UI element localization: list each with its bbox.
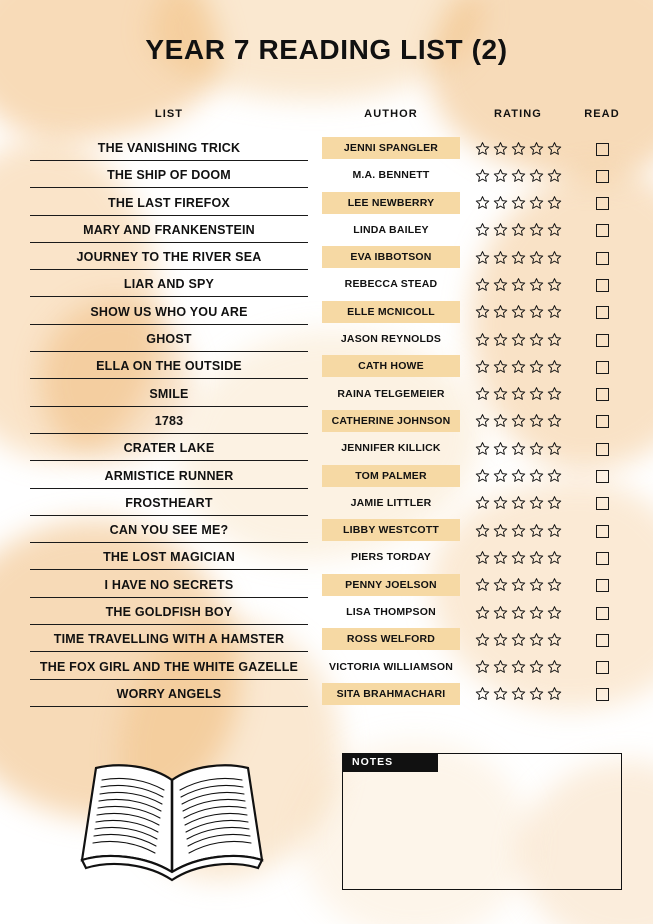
rating-stars[interactable] xyxy=(464,438,572,458)
star-icon[interactable] xyxy=(529,359,544,374)
book-title: CRATER LAKE xyxy=(30,436,308,461)
star-icon[interactable] xyxy=(475,632,490,647)
column-header-list: LIST xyxy=(154,108,184,120)
read-checkbox[interactable] xyxy=(596,415,609,428)
book-author: SITA BRAHMACHARI xyxy=(322,683,460,705)
book-title: ELLA ON THE OUTSIDE xyxy=(30,354,308,379)
star-icon[interactable] xyxy=(511,577,526,592)
star-icon[interactable] xyxy=(511,359,526,374)
table-row xyxy=(0,163,653,190)
read-checkbox[interactable] xyxy=(596,361,609,374)
star-icon[interactable] xyxy=(493,332,508,347)
star-icon[interactable] xyxy=(493,468,508,483)
book-author: RAINA TELGEMEIER xyxy=(337,387,445,400)
star-icon[interactable] xyxy=(475,277,490,292)
rating-stars[interactable] xyxy=(464,493,572,513)
read-checkbox[interactable] xyxy=(596,579,609,592)
rating-stars[interactable] xyxy=(464,220,572,240)
table-row xyxy=(0,327,653,354)
notes-area[interactable] xyxy=(342,753,622,890)
read-checkbox[interactable] xyxy=(596,279,609,292)
read-checkbox[interactable] xyxy=(596,143,609,156)
star-icon[interactable] xyxy=(529,686,544,701)
read-checkbox[interactable] xyxy=(596,197,609,210)
read-checkbox-cell[interactable] xyxy=(572,576,632,596)
book-title: WORRY ANGELS xyxy=(30,682,308,707)
star-icon[interactable] xyxy=(511,550,526,565)
table-row xyxy=(0,218,653,245)
star-icon[interactable] xyxy=(529,468,544,483)
star-icon[interactable] xyxy=(475,141,490,156)
book-title: THE GOLDFISH BOY xyxy=(30,600,308,625)
star-icon[interactable] xyxy=(475,359,490,374)
table-row xyxy=(0,464,653,491)
table-row xyxy=(0,491,653,518)
read-checkbox[interactable] xyxy=(596,688,609,701)
table-row xyxy=(0,545,653,572)
read-checkbox[interactable] xyxy=(596,252,609,265)
column-header-rating: RATING xyxy=(494,108,542,120)
read-checkbox-cell[interactable] xyxy=(572,303,632,323)
read-checkbox-cell[interactable] xyxy=(572,139,632,159)
book-author: PENNY JOELSON xyxy=(322,574,460,596)
book-author: LINDA BAILEY xyxy=(353,223,429,236)
read-checkbox[interactable] xyxy=(596,334,609,347)
read-checkbox[interactable] xyxy=(596,661,609,674)
rating-stars[interactable] xyxy=(464,138,572,158)
book-title: JOURNEY TO THE RIVER SEA xyxy=(30,245,308,270)
read-checkbox[interactable] xyxy=(596,607,609,620)
read-checkbox-cell[interactable] xyxy=(572,275,632,295)
book-author: EVA IBBOTSON xyxy=(322,246,460,268)
star-icon[interactable] xyxy=(547,168,562,183)
rating-stars[interactable] xyxy=(464,247,572,267)
star-icon[interactable] xyxy=(493,413,508,428)
star-icon[interactable] xyxy=(529,141,544,156)
rating-stars[interactable] xyxy=(464,657,572,677)
star-icon[interactable] xyxy=(493,168,508,183)
star-icon[interactable] xyxy=(475,250,490,265)
star-icon[interactable] xyxy=(511,686,526,701)
star-icon[interactable] xyxy=(493,277,508,292)
table-row xyxy=(0,409,653,436)
star-icon[interactable] xyxy=(475,413,490,428)
book-title: GHOST xyxy=(30,327,308,352)
table-row xyxy=(0,600,653,627)
star-icon[interactable] xyxy=(493,441,508,456)
star-icon[interactable] xyxy=(475,168,490,183)
rating-stars[interactable] xyxy=(464,575,572,595)
read-checkbox-cell[interactable] xyxy=(572,385,632,405)
read-checkbox[interactable] xyxy=(596,470,609,483)
star-icon[interactable] xyxy=(511,195,526,210)
table-header xyxy=(0,108,653,130)
read-checkbox-cell[interactable] xyxy=(572,521,632,541)
table-row xyxy=(0,245,653,272)
star-icon[interactable] xyxy=(529,386,544,401)
star-icon[interactable] xyxy=(475,659,490,674)
book-author: JASON REYNOLDS xyxy=(340,333,442,346)
star-icon[interactable] xyxy=(493,686,508,701)
star-icon[interactable] xyxy=(529,168,544,183)
star-icon[interactable] xyxy=(493,632,508,647)
book-title: THE SHIP OF DOOM xyxy=(30,163,308,188)
rating-stars[interactable] xyxy=(464,411,572,431)
star-icon[interactable] xyxy=(511,523,526,538)
read-checkbox[interactable] xyxy=(596,552,609,565)
table-row xyxy=(0,436,653,463)
rating-stars[interactable] xyxy=(464,302,572,322)
star-icon[interactable] xyxy=(547,659,562,674)
read-checkbox[interactable] xyxy=(596,306,609,319)
table-row xyxy=(0,518,653,545)
star-icon[interactable] xyxy=(493,250,508,265)
star-icon[interactable] xyxy=(493,359,508,374)
read-checkbox[interactable] xyxy=(596,443,609,456)
read-checkbox[interactable] xyxy=(596,224,609,237)
star-icon[interactable] xyxy=(475,686,490,701)
star-icon[interactable] xyxy=(511,659,526,674)
star-icon[interactable] xyxy=(493,141,508,156)
star-icon[interactable] xyxy=(529,250,544,265)
open-book-icon xyxy=(72,756,272,886)
star-icon[interactable] xyxy=(547,468,562,483)
column-header-author: AUTHOR xyxy=(364,108,418,120)
rating-stars[interactable] xyxy=(464,356,572,376)
rating-stars[interactable] xyxy=(464,602,572,622)
star-icon[interactable] xyxy=(475,468,490,483)
star-icon[interactable] xyxy=(511,632,526,647)
star-icon[interactable] xyxy=(475,577,490,592)
table-row xyxy=(0,682,653,709)
star-icon[interactable] xyxy=(511,413,526,428)
read-checkbox[interactable] xyxy=(596,170,609,183)
read-checkbox-cell[interactable] xyxy=(572,467,632,487)
star-icon[interactable] xyxy=(529,413,544,428)
book-author: M.A. BENNETT xyxy=(352,169,430,182)
book-author: VICTORIA WILLIAMSON xyxy=(329,660,453,673)
table-row xyxy=(0,627,653,654)
book-author: ELLE MCNICOLL xyxy=(322,301,460,323)
book-title: SHOW US WHO YOU ARE xyxy=(30,300,308,325)
star-icon[interactable] xyxy=(475,523,490,538)
rating-stars[interactable] xyxy=(464,629,572,649)
star-icon[interactable] xyxy=(529,222,544,237)
star-icon[interactable] xyxy=(475,304,490,319)
book-title: SMILE xyxy=(30,382,308,407)
read-checkbox-cell[interactable] xyxy=(572,221,632,241)
book-title: LIAR AND SPY xyxy=(30,272,308,297)
read-checkbox-cell[interactable] xyxy=(572,412,632,432)
star-icon[interactable] xyxy=(529,277,544,292)
star-icon[interactable] xyxy=(475,550,490,565)
book-title: ARMISTICE RUNNER xyxy=(30,464,308,489)
star-icon[interactable] xyxy=(511,605,526,620)
book-title: 1783 xyxy=(30,409,308,434)
star-icon[interactable] xyxy=(547,222,562,237)
book-title: TIME TRAVELLING WITH A HAMSTER xyxy=(30,627,308,652)
star-icon[interactable] xyxy=(529,632,544,647)
star-icon[interactable] xyxy=(475,441,490,456)
star-icon[interactable] xyxy=(547,686,562,701)
star-icon[interactable] xyxy=(511,277,526,292)
star-icon[interactable] xyxy=(547,550,562,565)
star-icon[interactable] xyxy=(547,359,562,374)
book-author: LEE NEWBERRY xyxy=(322,192,460,214)
read-checkbox-cell[interactable] xyxy=(572,630,632,650)
star-icon[interactable] xyxy=(511,168,526,183)
star-icon[interactable] xyxy=(529,495,544,510)
star-icon[interactable] xyxy=(547,495,562,510)
read-checkbox-cell[interactable] xyxy=(572,439,632,459)
star-icon[interactable] xyxy=(511,141,526,156)
star-icon[interactable] xyxy=(529,332,544,347)
read-checkbox-cell[interactable] xyxy=(572,658,632,678)
book-title: FROSTHEART xyxy=(30,491,308,516)
table-row xyxy=(0,655,653,682)
book-title: THE LOST MAGICIAN xyxy=(30,545,308,570)
star-icon[interactable] xyxy=(493,304,508,319)
star-icon[interactable] xyxy=(529,659,544,674)
star-icon[interactable] xyxy=(511,441,526,456)
star-icon[interactable] xyxy=(529,550,544,565)
page-title: YEAR 7 READING LIST (2) xyxy=(145,34,508,65)
table-row xyxy=(0,300,653,327)
rating-stars[interactable] xyxy=(464,466,572,486)
book-author: CATHERINE JOHNSON xyxy=(322,410,460,432)
book-title: THE FOX GIRL AND THE WHITE GAZELLE xyxy=(30,655,308,680)
star-icon[interactable] xyxy=(529,195,544,210)
book-author: PIERS TORDAY xyxy=(350,551,431,564)
star-icon[interactable] xyxy=(547,332,562,347)
star-icon[interactable] xyxy=(547,523,562,538)
star-icon[interactable] xyxy=(493,577,508,592)
star-icon[interactable] xyxy=(511,222,526,237)
rating-stars[interactable] xyxy=(464,193,572,213)
rating-stars[interactable] xyxy=(464,520,572,540)
read-checkbox[interactable] xyxy=(596,497,609,510)
star-icon[interactable] xyxy=(547,605,562,620)
read-checkbox-cell[interactable] xyxy=(572,548,632,568)
star-icon[interactable] xyxy=(475,386,490,401)
read-checkbox-cell[interactable] xyxy=(572,330,632,350)
read-checkbox-cell[interactable] xyxy=(572,603,632,623)
table-row xyxy=(0,136,653,163)
table-row xyxy=(0,354,653,381)
star-icon[interactable] xyxy=(511,495,526,510)
reading-list-table xyxy=(0,136,653,709)
star-icon[interactable] xyxy=(493,222,508,237)
notes-label: NOTES xyxy=(342,753,438,772)
column-header-read: READ xyxy=(584,108,620,120)
read-checkbox[interactable] xyxy=(596,525,609,538)
book-title: THE VANISHING TRICK xyxy=(30,136,308,161)
star-icon[interactable] xyxy=(511,250,526,265)
book-author: LISA THOMPSON xyxy=(346,606,436,619)
rating-stars[interactable] xyxy=(464,547,572,567)
rating-stars[interactable] xyxy=(464,329,572,349)
read-checkbox-cell[interactable] xyxy=(572,248,632,268)
star-icon[interactable] xyxy=(547,441,562,456)
book-author: JENNI SPANGLER xyxy=(322,137,460,159)
book-title: I HAVE NO SECRETS xyxy=(30,573,308,598)
star-icon[interactable] xyxy=(529,605,544,620)
book-author: CATH HOWE xyxy=(322,355,460,377)
star-icon[interactable] xyxy=(511,332,526,347)
book-author: JENNIFER KILLICK xyxy=(341,442,441,455)
star-icon[interactable] xyxy=(493,386,508,401)
read-checkbox[interactable] xyxy=(596,388,609,401)
star-icon[interactable] xyxy=(547,250,562,265)
star-icon[interactable] xyxy=(493,550,508,565)
star-icon[interactable] xyxy=(529,523,544,538)
table-row xyxy=(0,573,653,600)
star-icon[interactable] xyxy=(475,605,490,620)
book-author: JAMIE LITTLER xyxy=(350,496,432,509)
read-checkbox-cell[interactable] xyxy=(572,166,632,186)
star-icon[interactable] xyxy=(529,577,544,592)
table-row xyxy=(0,272,653,299)
star-icon[interactable] xyxy=(547,304,562,319)
read-checkbox-cell[interactable] xyxy=(572,685,632,705)
star-icon[interactable] xyxy=(529,441,544,456)
star-icon[interactable] xyxy=(529,304,544,319)
read-checkbox-cell[interactable] xyxy=(572,494,632,514)
table-row xyxy=(0,191,653,218)
star-icon[interactable] xyxy=(511,468,526,483)
book-title: MARY AND FRANKENSTEIN xyxy=(30,218,308,243)
star-icon[interactable] xyxy=(547,386,562,401)
star-icon[interactable] xyxy=(475,332,490,347)
star-icon[interactable] xyxy=(475,195,490,210)
star-icon[interactable] xyxy=(493,495,508,510)
table-row xyxy=(0,382,653,409)
star-icon[interactable] xyxy=(547,195,562,210)
star-icon[interactable] xyxy=(547,577,562,592)
read-checkbox[interactable] xyxy=(596,634,609,647)
book-author: ROSS WELFORD xyxy=(322,628,460,650)
star-icon[interactable] xyxy=(511,304,526,319)
star-icon[interactable] xyxy=(547,632,562,647)
rating-stars[interactable] xyxy=(464,274,572,294)
read-checkbox-cell[interactable] xyxy=(572,357,632,377)
star-icon[interactable] xyxy=(493,605,508,620)
star-icon[interactable] xyxy=(547,277,562,292)
star-icon[interactable] xyxy=(475,495,490,510)
star-icon[interactable] xyxy=(547,141,562,156)
book-author: REBECCA STEAD xyxy=(344,278,438,291)
book-title: CAN YOU SEE ME? xyxy=(30,518,308,543)
star-icon[interactable] xyxy=(547,413,562,428)
star-icon[interactable] xyxy=(493,659,508,674)
star-icon[interactable] xyxy=(511,386,526,401)
rating-stars[interactable] xyxy=(464,684,572,704)
star-icon[interactable] xyxy=(493,523,508,538)
book-author: LIBBY WESTCOTT xyxy=(322,519,460,541)
book-author: TOM PALMER xyxy=(322,465,460,487)
book-title: THE LAST FIREFOX xyxy=(30,191,308,216)
read-checkbox-cell[interactable] xyxy=(572,194,632,214)
rating-stars[interactable] xyxy=(464,384,572,404)
rating-stars[interactable] xyxy=(464,165,572,185)
star-icon[interactable] xyxy=(493,195,508,210)
star-icon[interactable] xyxy=(475,222,490,237)
